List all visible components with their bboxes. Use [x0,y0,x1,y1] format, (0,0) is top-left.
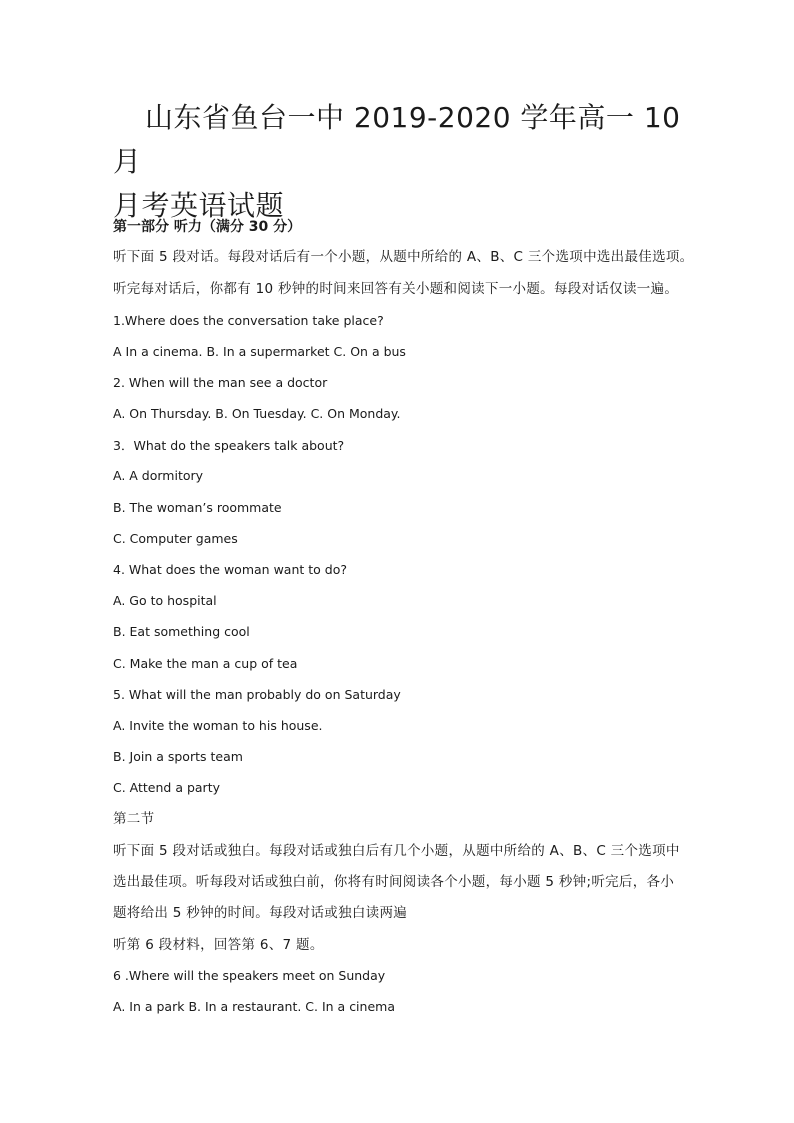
question-1: 1.Where does the conversation take place? [113,313,384,328]
title-line-2: 月考英语试题 [113,189,285,222]
question-6-options: A. In a park B. In a restaurant. C. In a cinema [113,999,395,1014]
material-6-instruction: 听第 6 段材料，回答第 6、7 题。 [113,937,324,953]
question-2-options: A. On Thursday. B. On Tuesday. C. On Monday. [113,406,401,421]
question-4-option-c: C. Make the man a cup of tea [113,656,298,671]
question-5-option-c: C. Attend a party [113,780,220,795]
section1-instructions-line-1: 听下面 5 段对话。每段对话后有一个小题，从题中所给的 A、B、C 三个选项中选出最佳选项。 [113,249,694,265]
section2-instructions-line-1: 听下面 5 段对话或独白。每段对话或独白后有几个小题，从题中所给的 A、B、C 三个选项中 [113,843,680,859]
question-1-options: A In a cinema. B. In a supermarket C. On a bus [113,344,406,359]
question-4-option-a: A. Go to hospital [113,593,217,608]
question-6: 6 .Where will the speakers meet on Sunday [113,968,386,983]
question-3-option-a: A. A dormitory [113,468,204,483]
question-5-option-a: A. Invite the woman to his house. [113,718,323,733]
section2-instructions-line-2: 选出最佳项。听每段对话或独白前，你将有时间阅读各个小题，每小题 5 秒钟;听完后，各小 [113,874,675,890]
question-5-option-b: B. Join a sports team [113,749,243,764]
section1-heading: 第一部分 听力（满分 30 分） [113,219,302,235]
question-2: 2. When will the man see a doctor [113,375,328,390]
question-4-option-b: B. Eat something cool [113,624,250,639]
question-3-option-b: B. The woman’s roommate [113,500,282,515]
title-line-1: 山东省鱼台一中 2019-2020 学年高一 10 月 [113,101,681,178]
section1-instructions-line-2: 听完每对话后，你都有 10 秒钟的时间来回答有关小题和阅读下一小题。每段对话仅读一遍。 [113,281,679,297]
exam-title [113,96,688,228]
question-5: 5. What will the man probably do on Saturday [113,687,401,702]
question-3-option-c: C. Computer games [113,531,238,546]
section2-heading: 第二节 [113,811,155,827]
section2-instructions-line-3: 题将给出 5 秒钟的时间。每段对话或独白读两遍 [113,905,408,921]
question-4: 4. What does the woman want to do? [113,562,347,577]
question-3: 3．What do the speakers talk about? [113,438,345,453]
